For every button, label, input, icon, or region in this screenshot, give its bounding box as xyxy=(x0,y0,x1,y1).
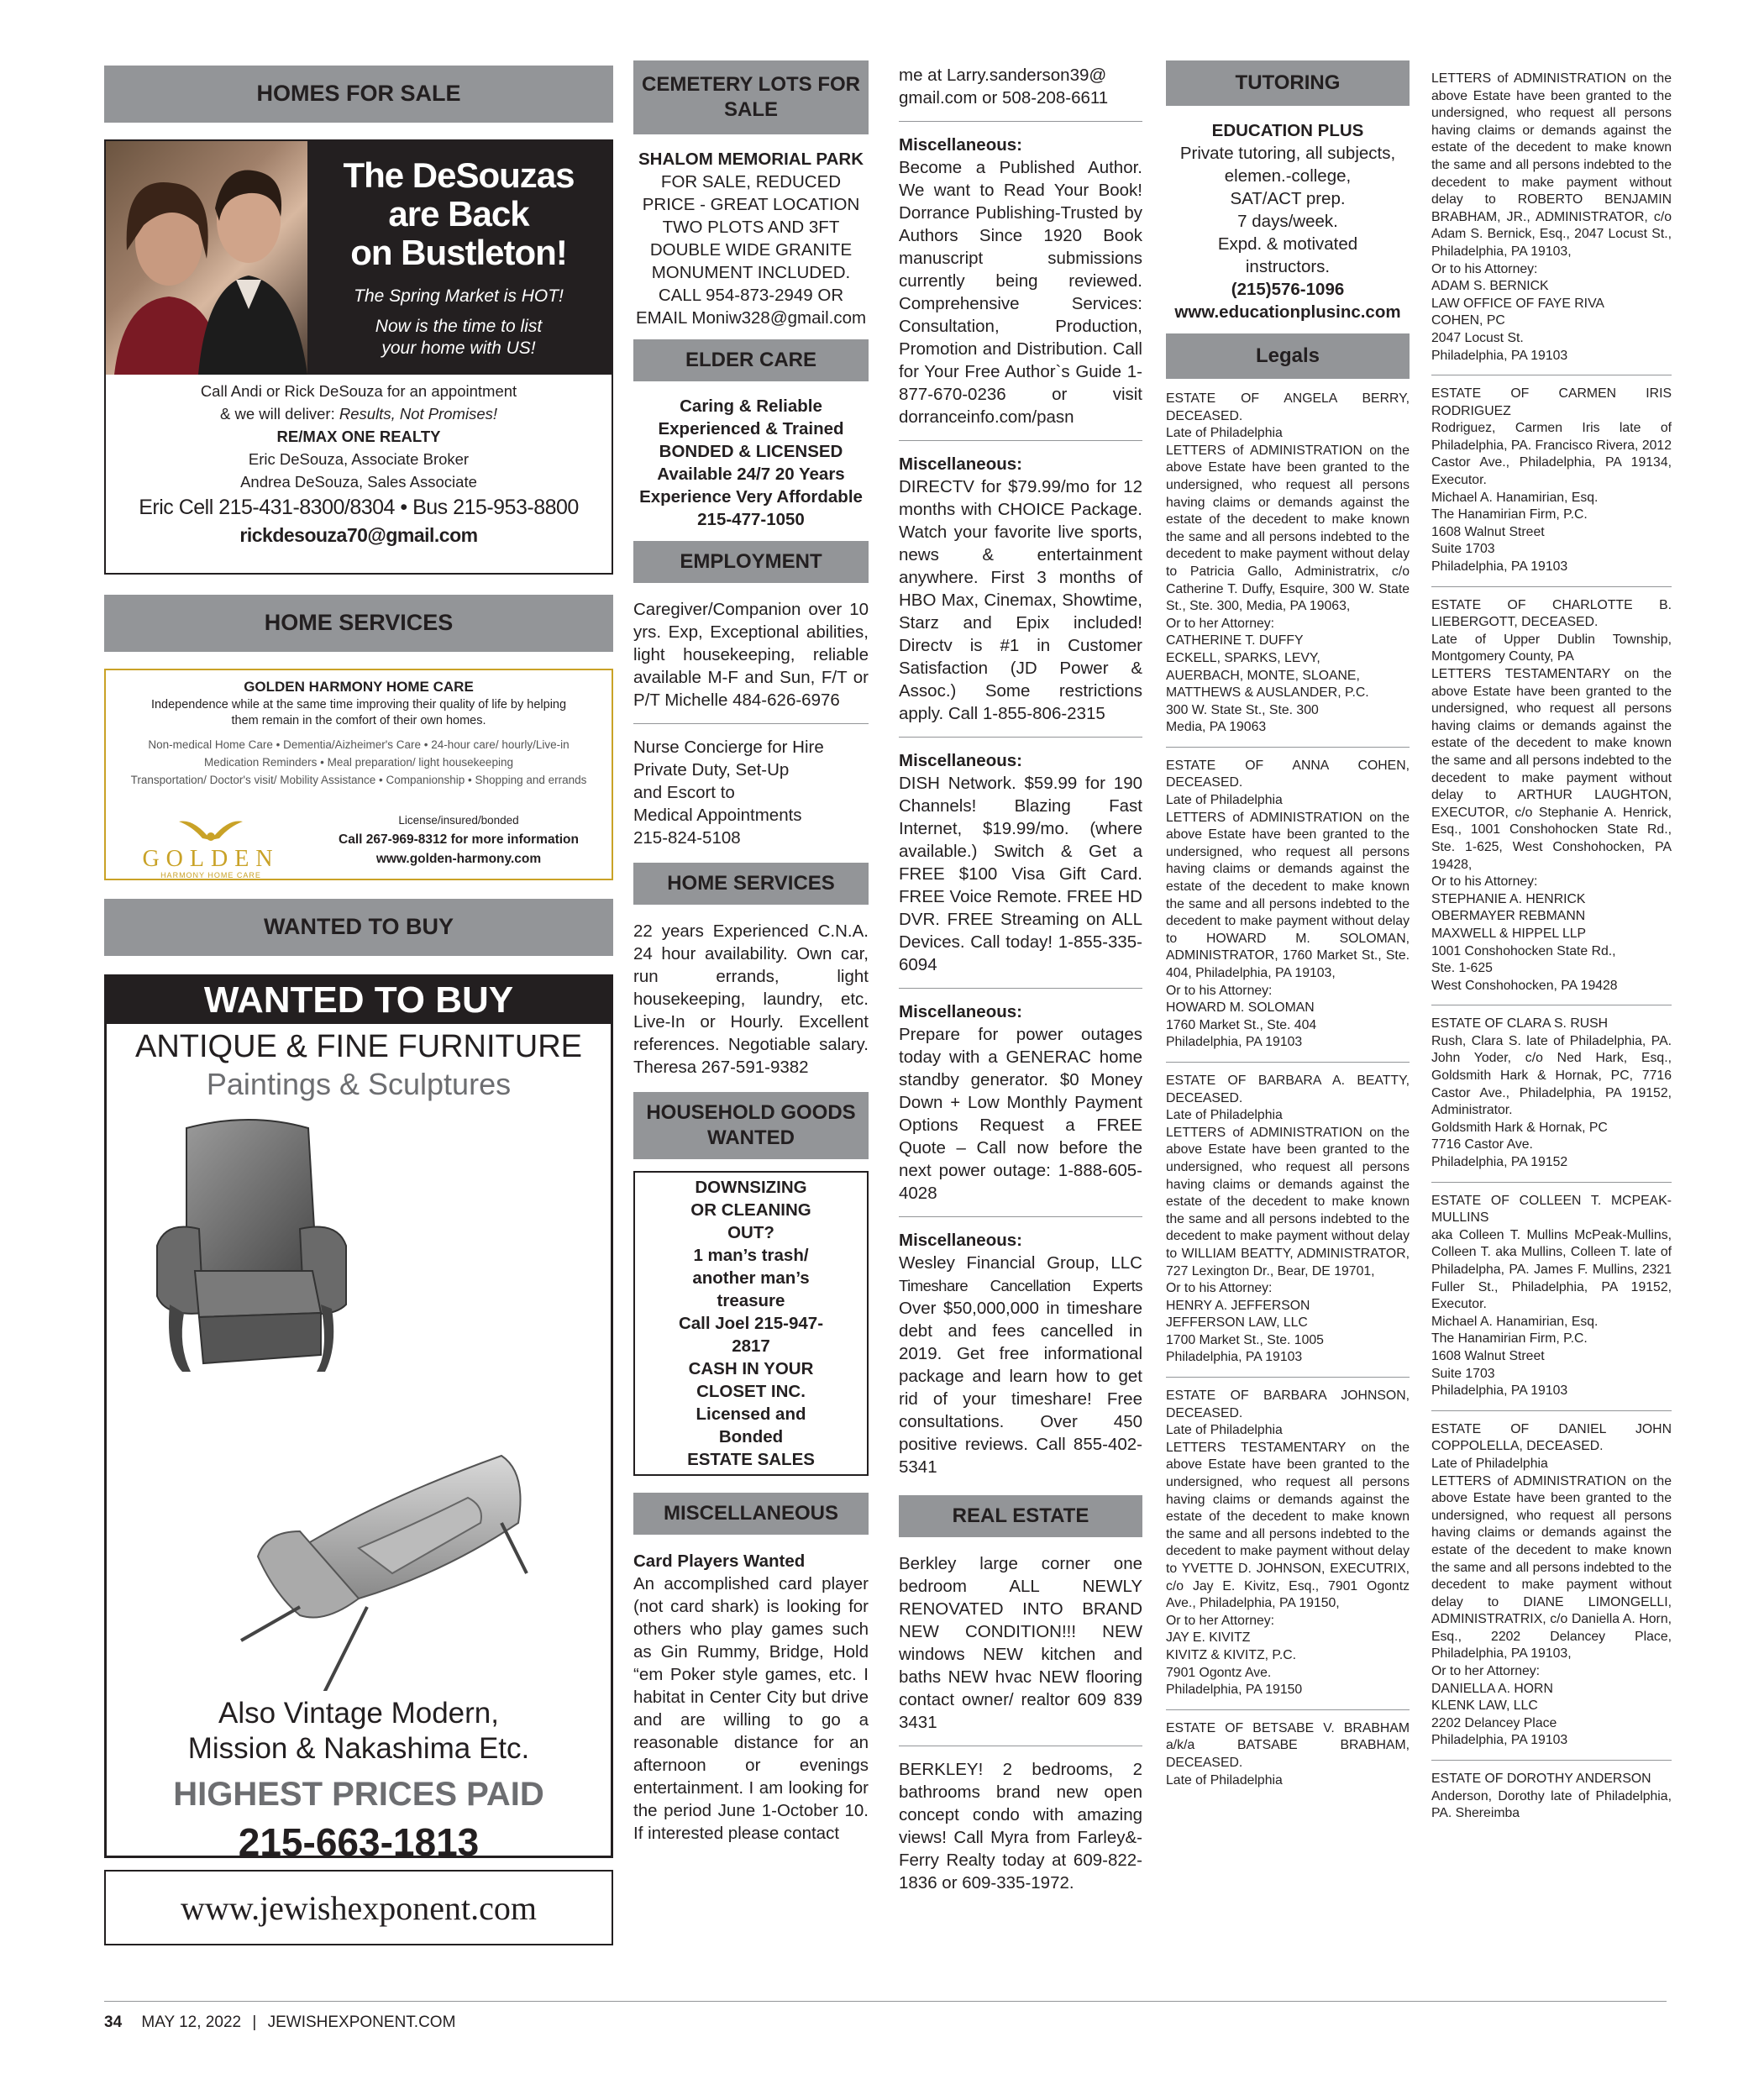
misc-body: DIRECTV for $79.99/mo for 12 months with CHOICE Package. Watch your favorite live sports, news & entertainment anywhere. First 3 months of HBO Max, Cinemax, Showtime, Starz and Epix included! Directv is #1 in Customer Satisfaction (JD Power & Assoc.) Some restrictions apply. Call 1-855-806-2315 xyxy=(899,477,1142,723)
section-header-wanted-to-buy: WANTED TO BUY xyxy=(104,899,613,956)
wanted-to-buy-ad xyxy=(104,974,613,1864)
desouza-company: RE/MAX ONE REALTY xyxy=(276,428,441,445)
issue-date: MAY 12, 2022 xyxy=(141,2013,242,2031)
website-box: www.jewishexponent.com xyxy=(104,1870,613,1945)
section-header-legals: Legals xyxy=(1166,333,1410,379)
desouza-person: Eric DeSouza, Associate Broker xyxy=(248,450,470,468)
legal-notice: ESTATE OF CLARA S. RUSH Rush, Clara S. late of Philadelphia, PA. John Yoder, c/o Ned Hark, Esq., Goldsmith Hark & Hornak, PC, 7716 Castor Ave., Philadelphia, PA 19152, Administrator. Goldsmith Hark & Hornak, PC 7716 Castor Ave. Philadelphia, PA 19152 xyxy=(1431,1016,1672,1170)
wanted-line: Mission & Nakashima Etc. xyxy=(187,1732,530,1765)
section-header-miscellaneous: MISCELLANEOUS xyxy=(633,1493,869,1535)
wings-icon xyxy=(177,815,244,843)
legal-notice: ESTATE OF COLLEEN T. MCPEAK-MULLINS aka Colleen T. Mullins McPeak-Mullins, Colleen T. aka Mullins, Colleen T. late of Philadelpha, PA. James F. Mullins, 2321 Fuller St., Philadelphia, PA 19152, Executor. Michael A. Hanamirian, Esq. The Hanamirian Firm, P.C. 1608 Walnut Street Suite 1703 Philadelphia, PA 19103 xyxy=(1431,1193,1672,1399)
wanted-highest-prices: HIGHEST PRICES PAID xyxy=(173,1776,544,1813)
misc-title: Miscellaneous: xyxy=(899,135,1022,155)
section-header-elder-care: ELDER CARE xyxy=(633,339,869,381)
legal-notice: LETTERS of ADMINISTRATION on the above Estate have been granted to the undersigned, who request all persons having claims or demands against the estate of the decedent to make known the same and all persons indebted to the decedent to make payment without delay to ROBERTO BENJAMIN BRABHAM, JR., ADMINISTRATOR, c/o Adam S. Bernick, Esq., 2047 Locust St., Philadelphia, PA 19103, Or to his Attorney: ADAM S. BERNICK LAW OFFICE OF FAYE RIVA COHEN, PC 2047 Locust St. Philadelphia, PA 19103 xyxy=(1431,71,1672,363)
footer-separator: | xyxy=(252,2013,257,2031)
real-estate-listing: BERKLEY! 2 bedrooms, 2 bathrooms brand new open concept condo with amazing views! Call Myra from Farley&-Ferry Realty today at 609-822-1836 or 609-335-1972. xyxy=(899,1760,1142,1893)
real-estate-listing: Berkley large corner one bedroom ALL NEWLY RENOVATED INTO BRAND NEW CONDITION!!! NEW windows NEW kitchen and baths NEW hvac NEW flooring contact owner/ realtor 609 839 3431 xyxy=(899,1554,1142,1732)
card-players-body: An accomplished card player (not card shark) is looking for others who play games such as Gin Rummy, Bridge, Hold “em Poker style games, etc. I habitat in Center City but drive and are willing to go a reasonable distance for an afternoon or evenings entertainment. I am looking for the period June 1-October 10. If interested please contact xyxy=(633,1574,869,1843)
legal-notice: ESTATE OF BETSABE V. BRABHAM a/k/a BATSABE BRABHAM, DECEASED. Late of Philadelphia xyxy=(1166,1720,1410,1788)
section-header-home-services: HOME SERVICES xyxy=(104,595,613,652)
golden-contact: License/insured/bonded Call 267-969-8312 for more information www.golden-harmony.com xyxy=(339,814,579,866)
legal-notice: ESTATE OF CHARLOTTE B. LIEBERGOTT, DECEASED. Late of Upper Dublin Township, Montgomery County, PA LETTERS TESTAMENTARY on the above Estate have been granted to the undersigned, who request all persons having claims or demands against the estate of the decedent to make known the same and all persons indebted to the decedent to make payment without delay to ARTHUR LAUGHTON, EXECUTOR, c/o Stephanie A. Henrick, Esq., 1001 Conshohocken State Rd., Ste. 1-625, West Conshohocken, PA 19428, Or to his Attorney: STEPHANIE A. HENRICK OBERMAYER REBMANN MAXWELL & HIPPEL LLP 1001 Conshohocken State Rd., Ste. 1-625 West Conshohocken, PA 19428 xyxy=(1431,597,1672,993)
golden-harmony-ad xyxy=(104,669,613,880)
section-header-tutoring: TUTORING xyxy=(1166,60,1410,106)
footer-site[interactable]: JEWISHEXPONENT.COM xyxy=(267,2013,456,2031)
wanted-line: Paintings & Sculptures xyxy=(206,1067,512,1101)
legal-notice: ESTATE OF ANGELA BERRY, DECEASED. Late of Philadelphia LETTERS of ADMINISTRATION on the above Estate have been granted to the undersigned, who request all persons having claims or demands against the estate of the decedent to make known the same and all persons indebted to the decedent to make payment without delay to Patricia Gallo, Administratrix, c/o Catherine T. Duffy, Esquire, 300 W. State St., Ste. 300, Media, PA 19063, Or to her Attorney: CATHERINE T. DUFFY ECKELL, SPARKS, LEVY, AUERBACH, MONTE, SLOANE, MATTHEWS & AUSLANDER, P.C. 300 W. State St., Ste. 300 Media, PA 19063 xyxy=(1166,391,1410,735)
misc-body: DISH Network. $59.99 for 190 Channels! Blazing Fast Internet, $19.99/mo. (where available.) Switch & Get a FREE $100 Visa Gift Card. FREE Voice Remote. FREE HD DVR. FREE Streaming on ALL Devices. Call today! 1-855-335-6094 xyxy=(899,774,1142,974)
legal-notice: ESTATE OF DOROTHY ANDERSON Anderson, Dorothy late of Philadelphia, PA. Shereimba xyxy=(1431,1772,1672,1821)
section-header-employment: EMPLOYMENT xyxy=(633,541,869,583)
elder-care-listing: Caring & Reliable Experienced & Trained BONDED & LICENSED Available 24/7 20 Years Experience Very Affordable 215-477-1050 xyxy=(639,396,863,529)
misc-body: Become a Published Author. We want to Read Your Book! Dorrance Publishing-Trusted by Authors Since 1920 Book manuscript submissions currently being reviewed. Comprehensive Services: Consultation, Production, Promotion and Distribution. Call for Your Free Author`s Guide 1-877-670-0236 or visit dorranceinfo.com/pasn xyxy=(899,158,1142,427)
golden-title: GOLDEN HARMONY HOME CARE xyxy=(244,679,474,695)
wanted-line: Also Vintage Modern, xyxy=(218,1697,499,1730)
column-4 xyxy=(1166,60,1410,1789)
desouza-phones: Eric Cell 215-431-8300/8304 • Bus 215-953-8800 xyxy=(139,496,579,519)
wanted-banner: WANTED TO BUY xyxy=(107,977,611,1024)
home-services-listing: 22 years Experienced C.N.A. 24 hour availability. Own car, run errands, light housekeeping, laundry, etc. Live-In or Hourly. Excellent references. Negotiable salary. Theresa 267-591-9382 xyxy=(633,921,869,1077)
desouza-tagline: The Spring Market is HOT! xyxy=(354,286,564,306)
section-header-home-services: HOME SERVICES xyxy=(633,863,869,905)
household-goods-listing: DOWNSIZING OR CLEANING OUT? 1 man’s trash/ another man’s treasure Call Joel 215-947- 2817 CASH IN YOUR CLOSET INC. Licensed and Bonded ESTATE SALES xyxy=(633,1171,869,1476)
section-header-real-estate: REAL ESTATE xyxy=(899,1495,1142,1537)
legal-notice: ESTATE OF BARBARA A. BEATTY, DECEASED. Late of Philadelphia LETTERS of ADMINISTRATION on the above Estate have been granted to the undersigned, who request all persons having claims or demands against the estate of the decedent to make known the same and all persons indebted to the decedent to make payment without delay to WILLIAM BEATTY, ADMINISTRATOR, 727 Lexington Dr., Bear, DE 19701, Or to his Attorney: HENRY A. JEFFERSON JEFFERSON LAW, LLC 1700 Market St., Ste. 1005 Philadelphia, PA 19103 xyxy=(1166,1073,1410,1365)
employment-listing: Nurse Concierge for Hire Private Duty, Set-Up and Escort to Medical Appointments 215-824-5108 xyxy=(633,738,824,848)
golden-services: Non-medical Home Care • Dementia/Aizheimer's Care • 24-hour care/ hourly/Live-in Medication Reminders • Meal preparation/ light housekeeping Transportation/ Doctor's visit/ Mobility Assistance • Companionship • Shopping and errands xyxy=(130,738,587,786)
legal-notice: ESTATE OF ANNA COHEN, DECEASED. Late of Philadelphia LETTERS of ADMINISTRATION on the above Estate have been granted to the undersigned, who request all persons having claims or demands against the estate of the decedent to make known the same and all persons indebted to the decedent to make payment without delay to HOWARD M. SOLOMAN, ADMINISTRATOR, 1760 Market St., Ste. 404, Philadelphia, PA 19103, Or to his Attorney: HOWARD M. SOLOMAN 1760 Market St., Ste. 404 Philadelphia, PA 19103 xyxy=(1166,758,1410,1050)
desouza-line: Call Andi or Rick DeSouza for an appointment xyxy=(200,382,517,400)
card-players-cont: me at Larry.sanderson39@ gmail.com or 508-208-6611 xyxy=(899,66,1109,108)
legal-notice: ESTATE OF BARBARA JOHNSON, DECEASED. Late of Philadelphia LETTERS TESTAMENTARY on the above Estate have been granted to the undersigned, who request all persons having claims or demands against the estate of the decedent to make known the same and all persons indebted to the decedent to make payment without delay to YVETTE D. JOHNSON, EXECUTRIX, c/o Jay E. Kivitz, Esq., 7901 Ogontz Ave., Philadelphia, PA 19150, Or to her Attorney: JAY E. KIVITZ KIVITZ & KIVITZ, P.C. 7901 Ogontz Ave. Philadelphia, PA 19150 xyxy=(1166,1389,1410,1698)
golden-logo: GOLDEN HARMONY HOME CARE xyxy=(123,815,299,879)
desouza-tagline-2: Now is the time to list your home with US! xyxy=(375,317,543,358)
legal-notice: ESTATE OF CARMEN IRIS RODRIGUEZ Rodriguez, Carmen Iris late of Philadelphia, PA. Francisco Rivera, 2012 Castor Ave., Philadelphia, PA 19134, Executor. Michael A. Hanamirian, Esq. The Hanamirian Firm, P.C. 1608 Walnut Street Suite 1703 Philadelphia, PA 19103 xyxy=(1431,386,1672,575)
desouza-ad xyxy=(104,139,613,575)
page-number: 34 xyxy=(104,2013,123,2031)
desouza-line: & we will deliver: Results, Not Promises! xyxy=(219,405,498,423)
misc-title: Miscellaneous: xyxy=(899,454,1022,474)
card-players-title: Card Players Wanted xyxy=(633,1551,806,1571)
desouza-ad-banner xyxy=(106,141,612,375)
misc-body: Wesley Financial Group, LLC Timeshare Cancellation Experts Over $50,000,000 in timeshare debt and fees cancelled in 2019. Get free informational package and learn how to get rid of your timeshare! Free consultations. Over 450 positive reviews. Call 855-402-5341 xyxy=(899,1253,1142,1477)
tutoring-listing: EDUCATION PLUS Private tutoring, all subjects, elemen.-college, SAT/ACT prep. 7 days/week. Expd. & motivated instructors. (215)576-1096 www.educationplusinc.com xyxy=(1174,121,1401,322)
agents-photo xyxy=(106,141,307,375)
furniture-illustration xyxy=(107,1103,611,1691)
section-header-household-goods: HOUSEHOLD GOODS WANTED xyxy=(633,1092,869,1159)
column-5 xyxy=(1431,71,1672,1823)
golden-sub: Independence while at the same time improving their quality of life by helping them remain in the comfort of their own homes. xyxy=(150,698,567,727)
column-3 xyxy=(899,64,1142,1894)
wanted-line: ANTIQUE & FINE FURNITURE xyxy=(134,1029,583,1064)
desouza-contact xyxy=(106,380,612,549)
misc-title: Miscellaneous: xyxy=(899,1002,1022,1021)
column-2 xyxy=(633,59,869,1845)
section-header-homes-for-sale: HOMES FOR SALE xyxy=(104,66,613,123)
employment-listing: Caregiver/Companion over 10 yrs. Exp, Exceptional abilities, light housekeeping, reliable available M-F and Sun, F/T or P/T Michelle 484-626-6976 xyxy=(633,600,869,710)
page-footer xyxy=(104,2001,1667,2032)
misc-body: Prepare for power outages today with a GENERAC home standby generator. $0 Money Down + Low Monthly Payment Options Request a FREE Quote – Call now before the next power outage: 1-888-605-4028 xyxy=(899,1025,1142,1203)
desouza-person: Andrea DeSouza, Sales Associate xyxy=(240,473,477,491)
cemetery-listing: SHALOM MEMORIAL PARK FOR SALE, REDUCED PRICE - GREAT LOCATION TWO PLOTS AND 3FT DOUBLE WIDE GRANITE MONUMENT INCLUDED. CALL 954-873-2949 OR EMAIL Moniw328@gmail.com xyxy=(635,150,867,328)
desouza-headline: The DeSouzas are Back on Bustleton! xyxy=(343,155,575,272)
misc-title: Miscellaneous: xyxy=(899,751,1022,770)
desouza-email: rickdesouza70@gmail.com xyxy=(239,524,478,546)
legal-notice: ESTATE OF DANIEL JOHN COPPOLELLA, DECEASED. Late of Philadelphia LETTERS of ADMINISTRATION on the above Estate have been granted to the undersigned, who request all persons having claims or demands against the estate of the decedent to make known the same and all persons indebted to the decedent to make payment without delay to DIANE LIMONGELLI, ADMINISTRATRIX, c/o Daniella A. Horn, Esq., 2202 Delancey Place, Philadelphia, PA 19103, Or to her Attorney: DANIELLA A. HORN KLENK LAW, LLC 2202 Delancey Place Philadelphia, PA 19103 xyxy=(1431,1421,1672,1748)
wanted-phone: 215-663-1813 xyxy=(238,1820,480,1864)
misc-title: Miscellaneous: xyxy=(899,1231,1022,1250)
section-header-cemetery: CEMETERY LOTS FOR SALE xyxy=(633,60,869,134)
